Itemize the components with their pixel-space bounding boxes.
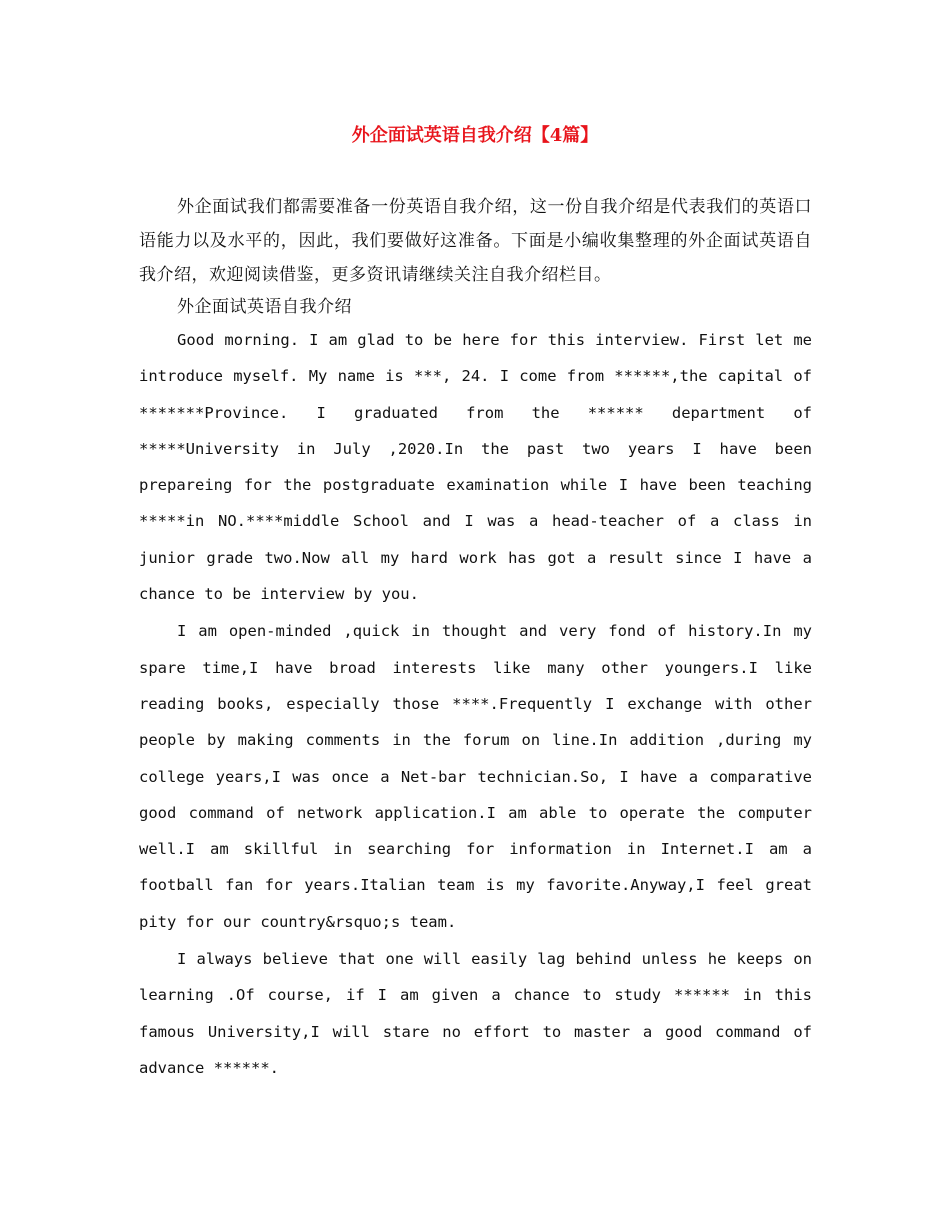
document-body: [139, 190, 812, 1086]
section-heading: 外企面试英语自我介绍: [177, 297, 352, 317]
document-title: 外企面试英语自我介绍【4篇】: [351, 125, 599, 146]
intro-paragraph: 外企面试我们都需要准备一份英语自我介绍，这一份自我介绍是代表我们的英语口语能力以及水平的，因此，我们要做好这准备。下面是小编收集整理的外企面试英语自我介绍，欢迎阅读借鉴，更多资讯请继续关注自我介绍栏目。: [139, 197, 812, 285]
body-paragraph-1: Good morning. I am glad to be here for this interview. First let me introduce myself. My name is ***, 24. I come from ******,the capital of *******Province. I graduated from the ****** department of *****University in July ,2020.In the past two years I have been prepareing for the postgraduate examination while I have been teaching *****in NO.****middle School and I was a head-teacher of a class in junior grade two.Now all my hard work has got a result since I have a chance to be interview by you.: [139, 331, 812, 604]
body-paragraph-2: I am open-minded ,quick in thought and very fond of history.In my spare time,I have broad interests like many other youngers.I like reading books, especially those ****.Frequently I exchange with other people by making comments in the forum on line.In addition ,during my college years,I was once a Net-bar technician.So, I have a comparative good command of network application.I am able to operate the computer well.I am skillful in searching for information in Internet.I am a football fan for years.Italian team is my favorite.Anyway,I feel great pity for our country&rsquo;s team.: [139, 622, 812, 931]
body-paragraph-3: I always believe that one will easily lag behind unless he keeps on learning .Of course, if I am given a chance to study ****** in this famous University,I will stare no effort to master a good command of advance ******.: [139, 950, 812, 1077]
